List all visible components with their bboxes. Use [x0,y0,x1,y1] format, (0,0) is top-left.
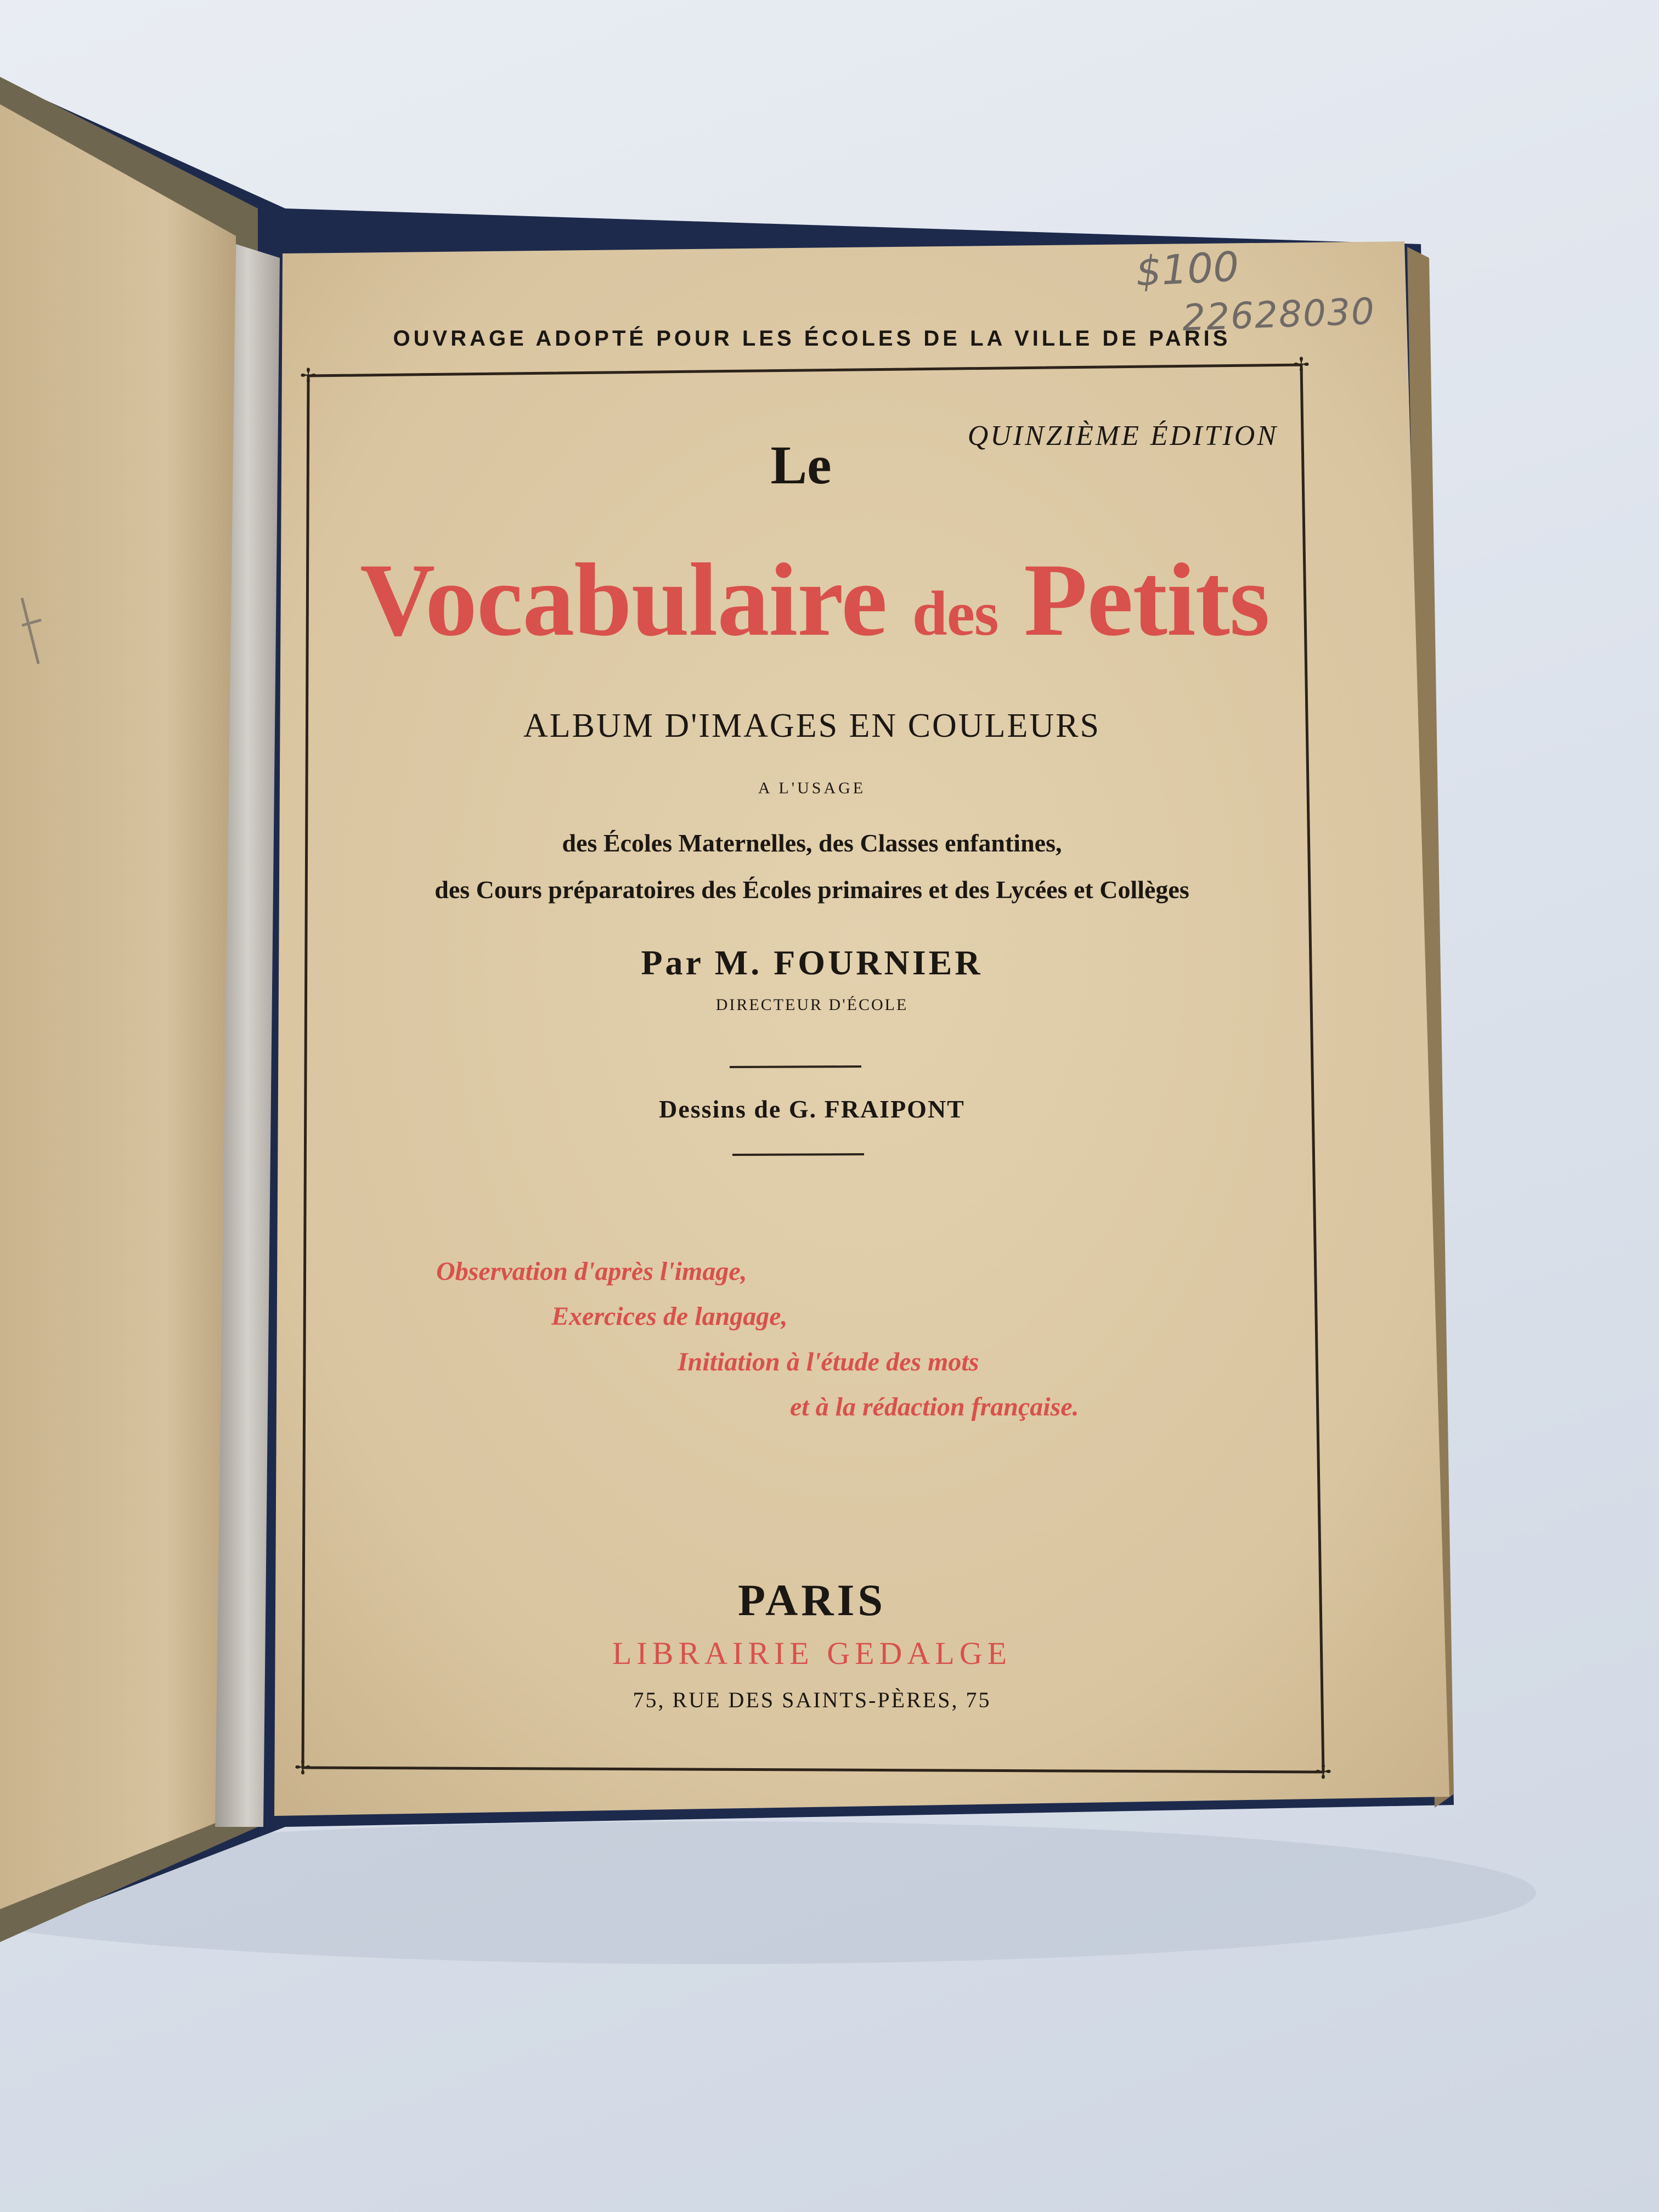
corner-ornament: ✢ [1314,1761,1332,1783]
book-title [307,540,1322,660]
illustrator-line: Dessins de G. FRAIPONT [659,1095,965,1123]
subtitle: ALBUM D'IMAGES EN COULEURS [523,707,1101,744]
handwritten-catalog-number: 22628030 [1181,290,1376,340]
title-word-des: des [912,579,998,648]
publisher-city: PARIS [738,1575,886,1625]
observation-line: et à la rédaction française. [790,1392,1079,1421]
publisher-name: LIBRAIRIE GEDALGE [612,1635,1012,1671]
corner-ornament: ✢ [294,1757,312,1779]
corner-ornament: ✢ [300,365,317,387]
usage-label: A L'USAGE [758,779,866,797]
observation-line: Exercices de langage, [551,1302,788,1331]
title-word-petits: Petits [1024,543,1269,658]
audience-line-2: des Cours préparatoires des Écoles primaires et des Lycées et Collèges [435,876,1189,904]
corner-ornament: ✢ [1293,354,1310,376]
divider-rule [732,1154,864,1155]
title-word-vocabulaire: Vocabulaire [360,543,887,658]
author-role: DIRECTEUR D'ÉCOLE [715,996,909,1014]
audience-line-1: des Écoles Maternelles, des Classes enfantines, [562,829,1062,857]
author-line: Par M. FOURNIER [641,943,983,982]
title-article: Le [770,435,832,495]
publisher-address: 75, RUE DES SAINTS-PÈRES, 75 [633,1688,991,1712]
edition-label: QUINZIÈME ÉDITION [967,420,1278,452]
observation-line: Initiation à l'étude des mots [678,1347,979,1376]
adoption-banner: OUVRAGE ADOPTÉ POUR LES ÉCOLES DE LA VILLE DE PARIS [393,326,1231,351]
observation-line: Observation d'après l'image, [436,1257,747,1286]
handwritten-price: $100 [1134,243,1240,296]
divider-rule [730,1066,861,1067]
left-page [0,104,236,1909]
